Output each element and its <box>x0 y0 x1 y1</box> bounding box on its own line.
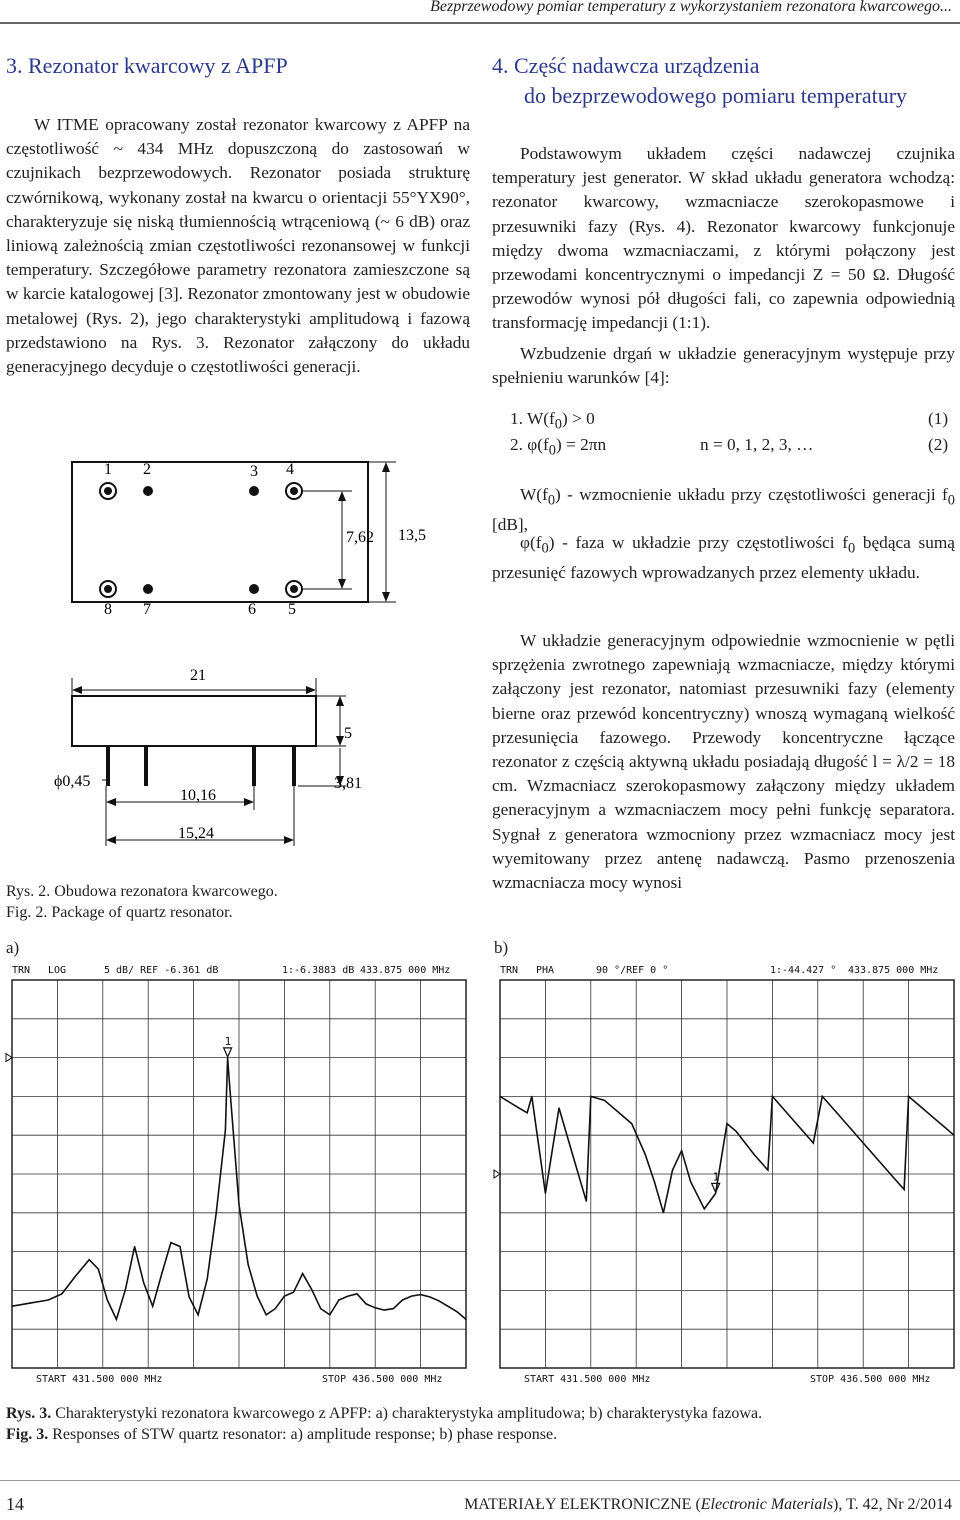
section-4-para3: W układzie generacyjnym odpowiednie wzmocnienie w pętli sprzężenia zwrotnego zapewniają wzmacniacze, między którymi załączony jest rezonator, natomiast przesuwniki fazy (elementy bierne oraz przewód koncentryczny) wnoszą wymaganą wielkość przesunięcia fazowego. Przewody koncentryczne łączące rezonator z częścią aktywną układu posiadają długość l = λ/2 = 18 cm. Wzmacniacz szerokopasmowy załączony między układem generacyjnym a wzmacniaczem mocy pełni funkcję separatora. Sygnał z generatora wzmocniony przez wzmacniacz mocy jest wyemitowany przez antenę nadawczą. Pasmo przenoszenia wzmacniacza mocy wynosi <box>492 631 955 893</box>
dim-381: 3,81 <box>334 775 362 792</box>
amp-point <box>207 1279 208 1280</box>
pha-point <box>590 1096 591 1097</box>
pha-point <box>654 1181 655 1182</box>
pin-label-7: 7 <box>143 601 151 618</box>
amp-point <box>311 1289 312 1290</box>
equation-2-number: (2) <box>928 435 949 454</box>
pin-label-2: 2 <box>143 461 151 478</box>
amp-header-field-3: 1:-6.3883 dB <box>282 965 355 976</box>
section-4-title-line1: 4. Część nadawcza urządzenia <box>492 53 760 78</box>
pin-6 <box>249 584 259 594</box>
pha-point <box>631 1123 632 1124</box>
pha-point <box>509 1101 510 1102</box>
pha-header-field-0: TRN <box>500 965 519 976</box>
pha-point <box>953 1135 954 1136</box>
pha-point <box>890 1173 891 1174</box>
pha-point <box>704 1208 705 1209</box>
amp-header-field-2: 5 dB/ REF -6.361 dB <box>104 965 219 976</box>
amp-point <box>225 1130 226 1131</box>
amp-point <box>170 1242 171 1243</box>
pha-header-field-1: PHA <box>536 965 555 976</box>
amp-point <box>198 1314 199 1315</box>
pin-label-3: 3 <box>250 463 258 480</box>
definition-phi: $\varphi(f_0)$ - faza w układzie przy częstotliwości $f_0$ będąca sumą przesunięć fazowych wprowadzanych przez elementy układu. <box>492 533 955 582</box>
pha-marker-label: 1 <box>712 1170 720 1184</box>
pin-label-4: 4 <box>286 461 294 478</box>
amp-point <box>257 1296 258 1297</box>
fig2-caption-en: Fig. 2. Package of quartz resonator. <box>6 904 233 921</box>
fig2-caption-pl: Rys. 2. Obudowa rezonatora kwarcowego. <box>6 883 278 900</box>
amp-header-field-1: LOG <box>48 965 67 976</box>
dim-21: 21 <box>190 667 206 684</box>
amp-point <box>125 1289 126 1290</box>
amp-point <box>48 1299 49 1300</box>
pha-point <box>499 1096 500 1097</box>
pin-label-8: 8 <box>104 601 112 618</box>
amp-point <box>11 1306 12 1307</box>
pha-point <box>681 1150 682 1151</box>
amp-point <box>275 1308 276 1309</box>
amp-ref-arrow <box>6 1054 12 1062</box>
running-title: Bezprzewodowy pomiar temperatury z wykorzystaniem rezonatora kwarcowego... <box>430 0 952 15</box>
amp-point <box>465 1319 466 1320</box>
pin-2 <box>143 486 153 496</box>
plot-label-a: a) <box>6 938 20 957</box>
amp-point <box>384 1310 385 1311</box>
section-3-paragraph: W ITME opracowany został rezonator kwarcowy z APFP na częstotliwość ~ 434 MHz dopuszczoną do zastosowań w czujnikach bezprzewodowych. Rezonator posiada strukturę czwórnikową, wykonany został na kwarcu o orientacji 55°YX90°, charakteryzuje się niską tłumiennością wtrąceniową (~ 6 dB) oraz liniową zależnością zmian częstotliwości rezonansowej w funkcji temperatury. Szczegółowe parametry rezonatora zamieszczone są w karcie katalogowej [3]. Rezonator zmontowany jest w obudowie metalowej (Rys. 2), jego charakterystyki amplitudową i fazową przedstawiono na Rys. 3. Rezonator załączony do układu generacyjnego decyduje o częstotliwości generacji. <box>6 115 470 377</box>
amp-point <box>284 1296 285 1297</box>
section-4-para1: Podstawowym układem części nadawczej czujnika temperatury jest generator. W skład układu generatora wchodzą: rezonator kwarcowy, wzmacniacze szerokopasmowe i przesuwniki fazy (Rys. 4). Rezonator kwarcowy funkcjonuje między dwoma wzmacniaczami, z którymi połączony jest przewodami koncentrycznymi o impedancji Z = 50 Ω. Długość przewodów wynosi pół długości fali, co zapewnia odpowiednią transformację impedancji (1:1). <box>492 144 955 333</box>
pha-point <box>558 1107 559 1108</box>
amp-point <box>320 1308 321 1309</box>
pha-point <box>785 1111 786 1112</box>
amp-point <box>116 1319 117 1320</box>
amp-point <box>411 1296 412 1297</box>
pha-stop-label: STOP 436.500 000 MHz <box>810 1374 931 1385</box>
pha-point <box>663 1212 664 1213</box>
amp-point <box>61 1293 62 1294</box>
amp-point <box>75 1275 76 1276</box>
pha-point <box>690 1181 691 1182</box>
pha-point <box>736 1131 737 1132</box>
pha-point <box>922 1107 923 1108</box>
definition-w: $W(f_0)$ - wzmocnienie układu przy częstotliwości generacji $f_0$ [dB], <box>492 485 955 534</box>
pha-point <box>799 1127 800 1128</box>
amp-point <box>447 1306 448 1307</box>
fig3-caption-en: Fig. 3. Responses of STW quartz resonator: a) amplitude response; b) phase response. <box>6 1426 558 1443</box>
dim-5: 5 <box>344 725 352 742</box>
amp-point <box>216 1212 217 1213</box>
pha-point <box>849 1127 850 1128</box>
dim-762: 7,62 <box>346 529 374 546</box>
amp-marker-label: 1 <box>224 1034 232 1048</box>
pha-point <box>745 1142 746 1143</box>
pha-point <box>754 1154 755 1155</box>
amp-start-label: START 431.500 000 MHz <box>36 1374 163 1385</box>
amp-point <box>420 1294 421 1295</box>
equation-1: 1. $W(f_0) > 0$ <box>510 409 595 433</box>
amp-marker-1 <box>224 1048 232 1057</box>
pha-point <box>545 1193 546 1194</box>
amp-header-field-4: 433.875 000 MHz <box>360 965 451 976</box>
phase-chart <box>492 960 960 1396</box>
equation-1-number: (1) <box>928 409 949 428</box>
pha-point <box>672 1170 673 1171</box>
section-4-title-line2: do bezprzewodowego pomiaru temperatury <box>524 83 908 108</box>
pha-point <box>645 1154 646 1155</box>
package-top-outline <box>72 462 368 602</box>
amp-point <box>356 1293 357 1294</box>
pha-point <box>904 1189 905 1190</box>
amp-point <box>161 1273 162 1274</box>
header-rule <box>0 22 960 24</box>
amp-point <box>375 1307 376 1308</box>
amp-stop-label: STOP 436.500 000 MHz <box>322 1374 443 1385</box>
amp-point <box>248 1264 249 1265</box>
pha-point <box>586 1201 587 1202</box>
equation-2: 2. $\varphi(f_0) = 2\pi n$ <box>510 435 607 459</box>
pha-point <box>617 1111 618 1112</box>
amp-point <box>438 1300 439 1301</box>
pha-start-label: START 431.500 000 MHz <box>524 1374 651 1385</box>
pha-point <box>527 1112 528 1113</box>
equation-2-condition: n = 0, 1, 2, 3, … <box>700 435 814 454</box>
section-3-title: 3. Rezonator kwarcowy z APFP <box>6 53 288 78</box>
pha-header-field-3: 1:-44.427 ° <box>770 965 837 976</box>
plot-label-b: b) <box>494 938 509 957</box>
amp-point <box>329 1314 330 1315</box>
dim-1524: 15,24 <box>178 825 214 842</box>
pin-3 <box>249 486 259 496</box>
package-side-outline <box>72 696 316 746</box>
amp-point <box>402 1299 403 1300</box>
footer-rule <box>0 1480 960 1481</box>
amp-point <box>107 1299 108 1300</box>
amp-point <box>189 1296 190 1297</box>
amp-point <box>98 1268 99 1269</box>
amp-point <box>143 1282 144 1283</box>
amp-header-field-0: TRN <box>12 965 31 976</box>
pha-point <box>813 1142 814 1143</box>
pha-point <box>822 1096 823 1097</box>
pha-point <box>572 1154 573 1155</box>
dim-1016: 10,16 <box>180 787 216 804</box>
pin-label-1: 1 <box>104 461 112 478</box>
pha-marker-1 <box>712 1183 720 1192</box>
amp-point <box>393 1308 394 1309</box>
amp-point <box>266 1314 267 1315</box>
pha-point <box>863 1142 864 1143</box>
pha-point <box>944 1127 945 1128</box>
pin-label-6: 6 <box>248 601 256 618</box>
amp-point <box>238 1204 239 1205</box>
pin-label-5: 5 <box>288 601 296 618</box>
amp-point <box>229 1088 230 1089</box>
pha-point <box>767 1170 768 1171</box>
amp-point <box>456 1311 457 1312</box>
dim-135: 13,5 <box>398 527 426 544</box>
journal-info: MATERIAŁY ELEKTRONICZNE (Electronic Materials), T. 42, Nr 2/2014 <box>464 1496 952 1513</box>
amp-point <box>293 1292 294 1293</box>
dim-phi: ϕ0,45 <box>54 773 91 790</box>
pha-point <box>726 1123 727 1124</box>
pha-point <box>604 1100 605 1101</box>
pha-header-field-2: 90 °/REF 0 ° <box>596 965 669 976</box>
amp-point <box>152 1306 153 1307</box>
section-4-para2: Wzbudzenie drgań w układzie generacyjnym występuje przy spełnieniu warunków [4]: <box>492 344 955 388</box>
pin-7 <box>143 584 153 594</box>
pha-point <box>531 1096 532 1097</box>
amp-point <box>134 1246 135 1247</box>
amp-point <box>30 1303 31 1304</box>
pha-point <box>876 1158 877 1159</box>
pha-point <box>935 1119 936 1120</box>
amp-point <box>429 1296 430 1297</box>
amp-point <box>89 1259 90 1260</box>
amp-point <box>347 1296 348 1297</box>
pha-point <box>518 1107 519 1108</box>
package-drawing <box>40 450 480 860</box>
amp-point <box>338 1299 339 1300</box>
pha-point <box>908 1096 909 1097</box>
amp-point <box>179 1246 180 1247</box>
pha-ref-arrow <box>494 1170 500 1178</box>
amp-point <box>366 1303 367 1304</box>
pha-header-field-4: 433.875 000 MHz <box>848 965 939 976</box>
pha-point <box>772 1096 773 1097</box>
fig3-caption-pl: Rys. 3. Charakterystyki rezonatora kwarcowego z APFP: a) charakterystyka amplitudowa; b) charakterystyka fazowa. <box>6 1405 763 1422</box>
amp-point <box>302 1273 303 1274</box>
pha-point <box>835 1111 836 1112</box>
page-number: 14 <box>6 1494 24 1514</box>
amplitude-chart <box>4 960 474 1396</box>
